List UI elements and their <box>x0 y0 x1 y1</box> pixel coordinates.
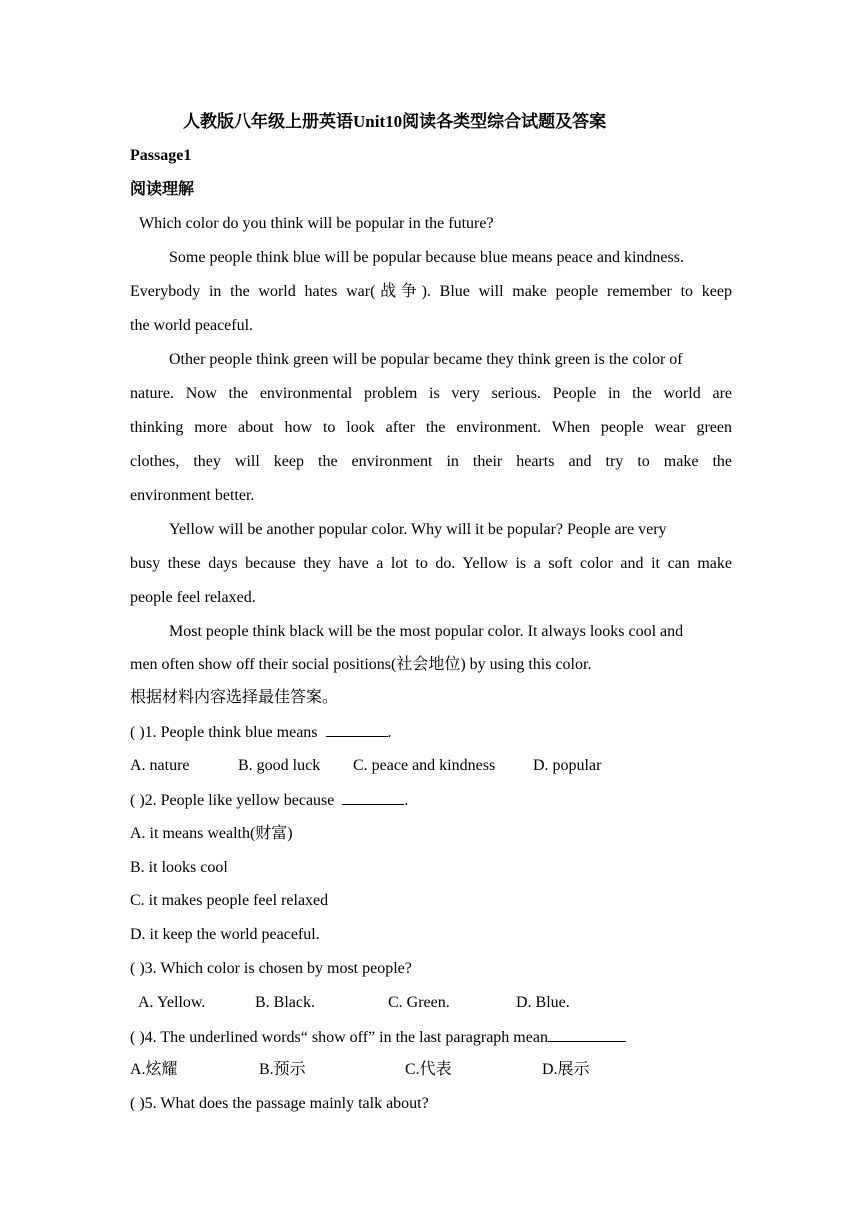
question-1-end: . <box>387 724 392 741</box>
question-2-option-b: B. it looks cool <box>130 859 228 876</box>
question-4 <box>130 1027 732 1048</box>
answer-blank[interactable] <box>548 1027 626 1042</box>
question-3-option-b: B. Black. <box>255 994 315 1011</box>
paragraph-2-line-5: environment better. <box>130 487 255 504</box>
section-label: 阅读理解 <box>130 181 195 198</box>
question-4-option-c: C.代表 <box>405 1061 452 1078</box>
question-1 <box>130 722 732 743</box>
question-2-stem: ( )2. People like yellow because <box>130 792 335 809</box>
paragraph-1-line-2: Everybody in the world hates war(战争). Blue will make people remember to keep <box>130 283 732 300</box>
paragraph-3-line-1: Yellow will be another popular color. Why will it be popular? People are very <box>169 521 667 538</box>
paragraph-4-line-2: men often show off their social positions(社会地位) by using this color. <box>130 656 592 673</box>
question-5-stem: ( )5. What does the passage mainly talk about? <box>130 1095 429 1112</box>
paragraph-1-line-1: Some people think blue will be popular because blue means peace and kindness. <box>169 249 684 266</box>
question-3-option-d: D. Blue. <box>516 994 570 1011</box>
paragraph-2-line-2: nature. Now the environmental problem is very serious. People in the world are <box>130 385 732 402</box>
question-1-option-b: B. good luck <box>238 757 321 774</box>
answer-blank[interactable] <box>326 722 388 737</box>
question-3-option-c: C. Green. <box>388 994 450 1011</box>
question-1-stem: ( )1. People think blue means <box>130 724 318 741</box>
question-4-option-a: A.炫耀 <box>130 1061 178 1078</box>
paragraph-2-line-1: Other people think green will be popular became they think green is the color of <box>169 351 683 368</box>
paragraph-3-line-3: people feel relaxed. <box>130 589 256 606</box>
question-2-option-a: A. it means wealth(财富) <box>130 825 293 842</box>
question-3-option-a: A. Yellow. <box>138 994 206 1011</box>
question-3-stem: ( )3. Which color is chosen by most people? <box>130 960 412 977</box>
paragraph-3-line-2: busy these days because they have a lot to do. Yellow is a soft color and it can make <box>130 555 732 572</box>
question-4-stem: ( )4. The underlined words“ show off” in the last paragraph mean <box>130 1029 548 1046</box>
paragraph-4-line-1: Most people think black will be the most popular color. It always looks cool and <box>169 623 684 640</box>
question-4-option-b: B.预示 <box>259 1061 306 1078</box>
answer-blank[interactable] <box>342 790 404 805</box>
question-2-option-d: D. it keep the world peaceful. <box>130 926 320 943</box>
passage-label: Passage1 <box>130 147 192 164</box>
question-1-option-c: C. peace and kindness <box>353 757 496 774</box>
question-4-option-d: D.展示 <box>542 1061 590 1078</box>
question-1-option-d: D. popular <box>533 757 602 774</box>
question-intro: Which color do you think will be popular in the future? <box>139 215 494 232</box>
question-2 <box>130 790 732 811</box>
document-title: 人教版八年级上册英语Unit10阅读各类型综合试题及答案 <box>183 112 607 131</box>
instruction: 根据材料内容选择最佳答案。 <box>130 689 339 706</box>
paragraph-2-line-4: clothes, they will keep the environment in their hearts and try to make the <box>130 453 732 470</box>
paragraph-2-line-3: thinking more about how to look after the environment. When people wear green <box>130 419 732 436</box>
paragraph-1-line-3: the world peaceful. <box>130 317 254 334</box>
question-2-end: . <box>404 792 409 809</box>
question-1-option-a: A. nature <box>130 757 190 774</box>
question-2-option-c: C. it makes people feel relaxed <box>130 892 329 909</box>
